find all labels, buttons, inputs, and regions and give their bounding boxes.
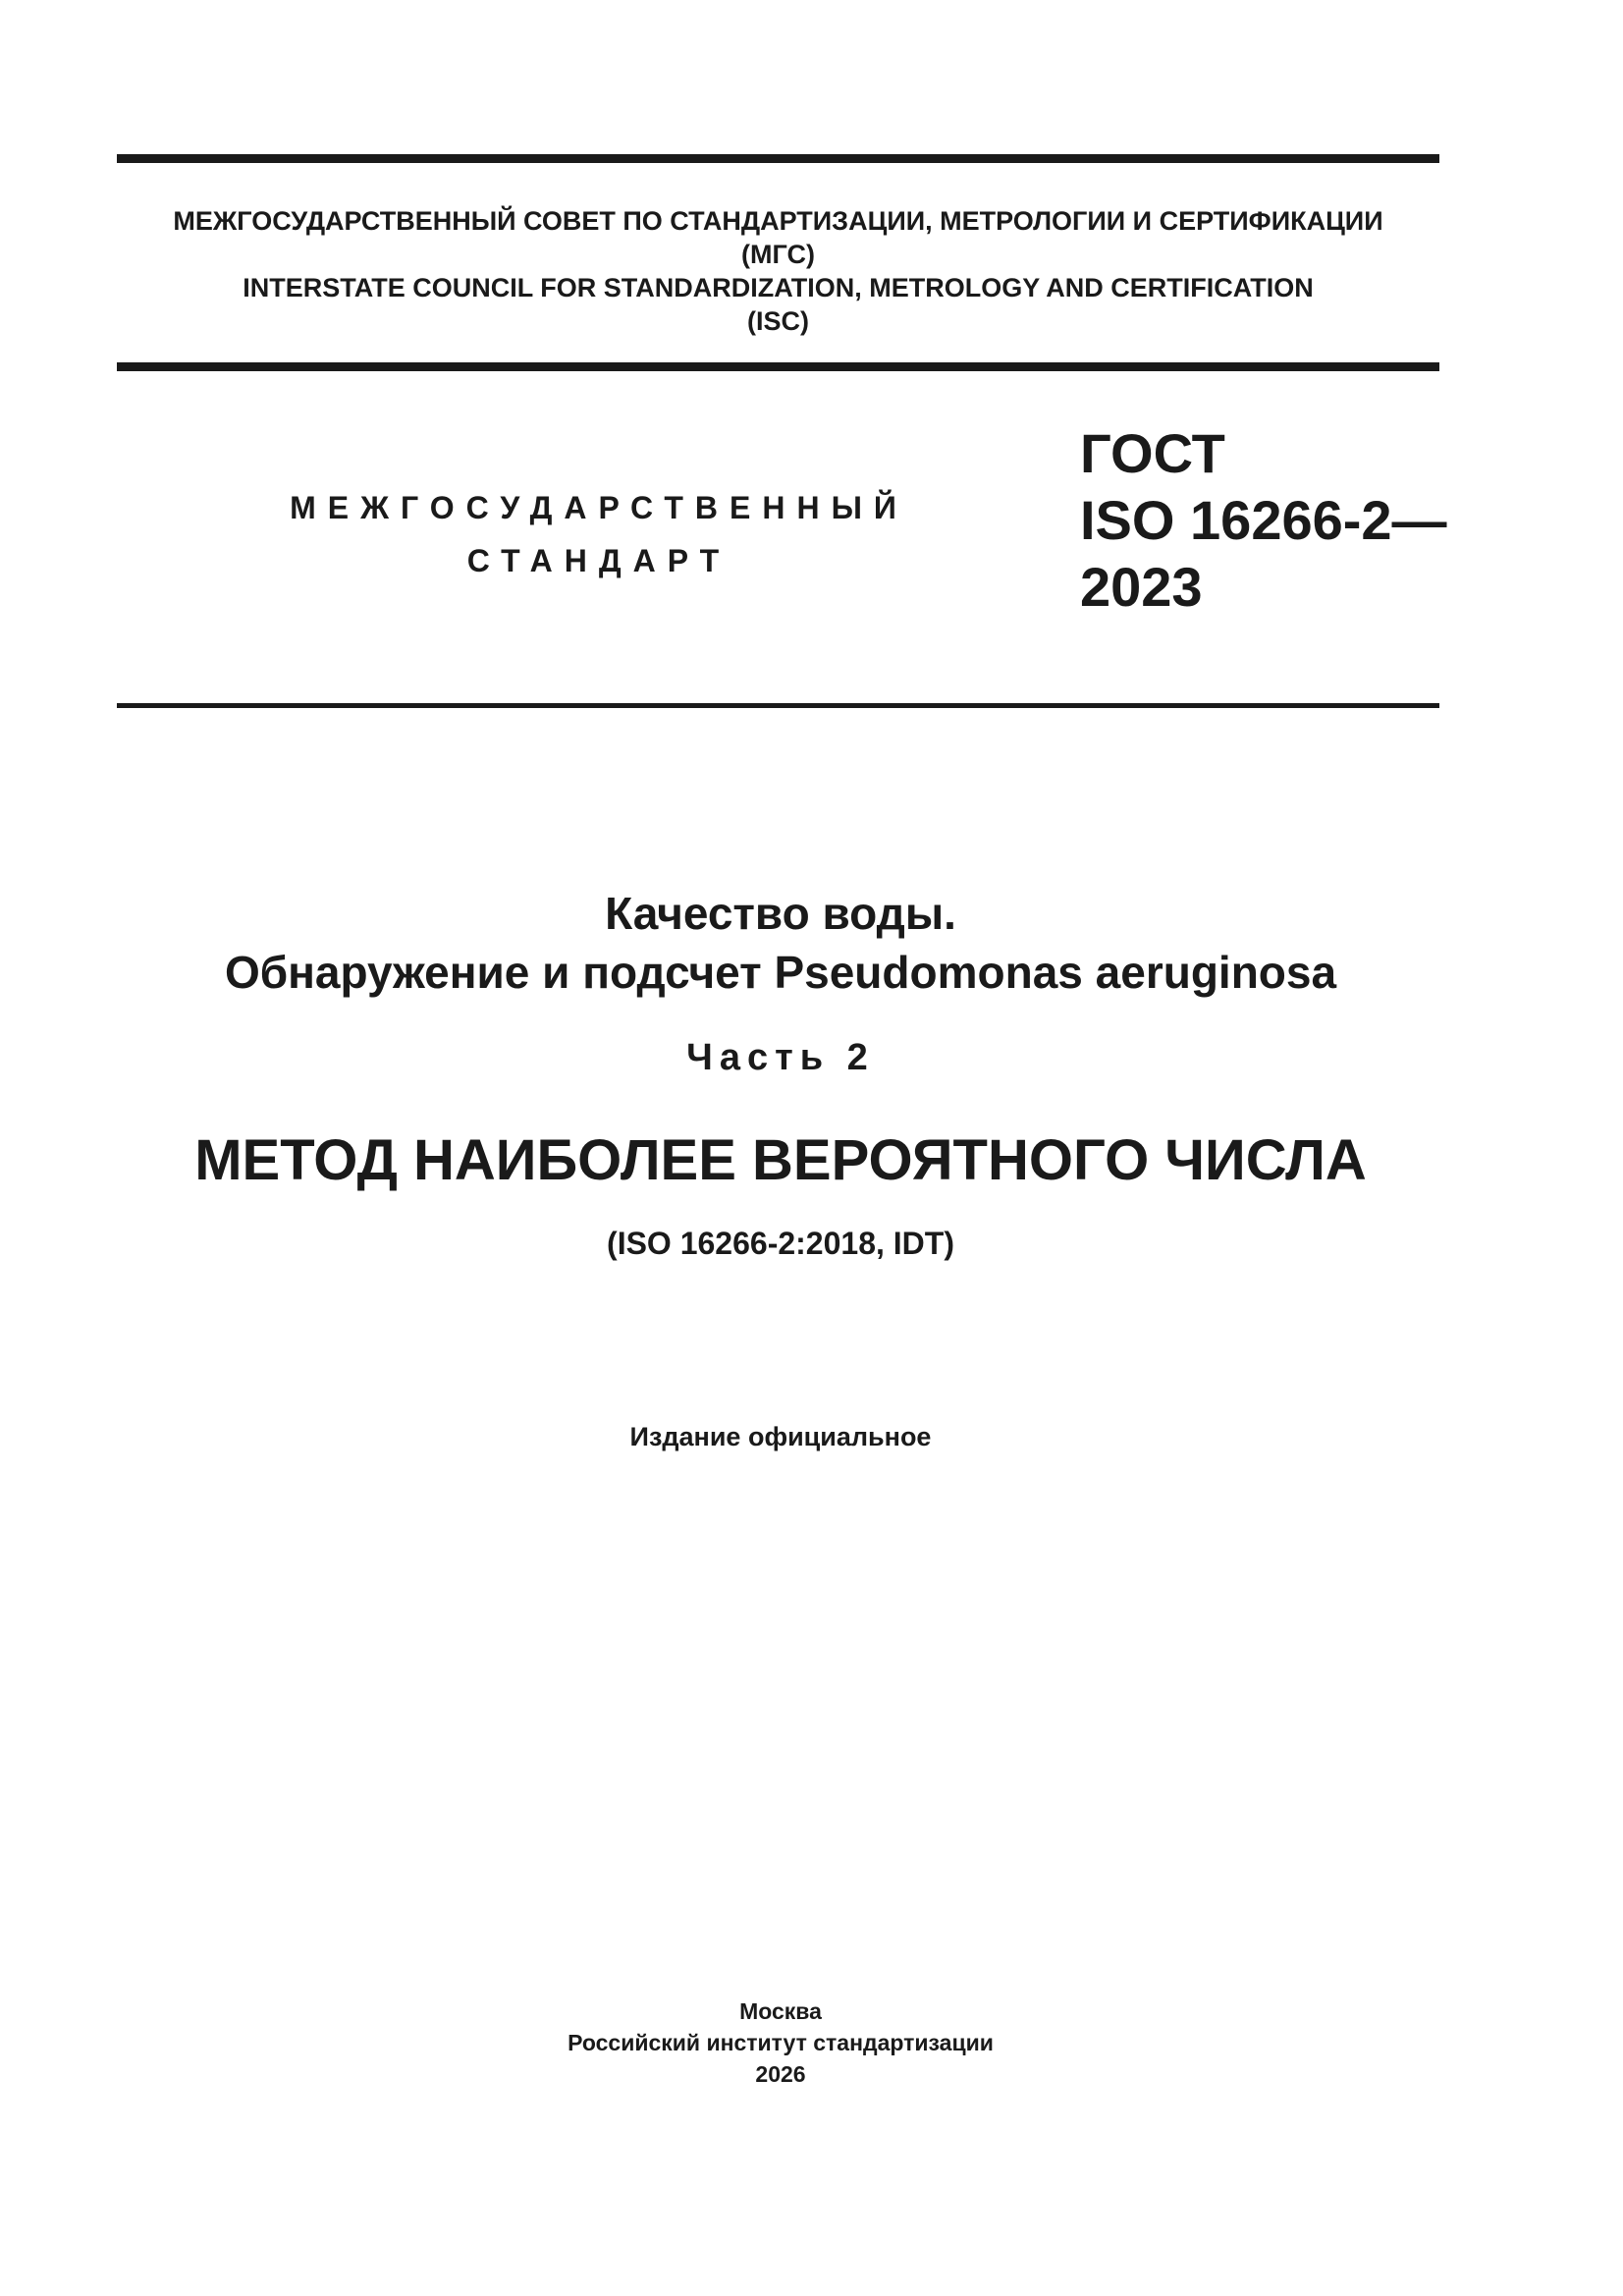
standard-type-line1: МЕЖГОСУДАРСТВЕННЫЙ [290, 490, 908, 525]
top-rule [117, 154, 1439, 163]
designation-line3: 2023 [1080, 556, 1203, 618]
standard-type-line2: СТАНДАРТ [466, 543, 731, 578]
imprint-city: Москва [739, 1998, 822, 2024]
bottom-rule [117, 703, 1439, 708]
title-line2: Обнаружение и подсчет Pseudomonas aeruginosa [224, 947, 1337, 998]
title-line1: Качество воды. [605, 888, 956, 939]
iso-reference [0, 1226, 1561, 1262]
publisher-imprint [0, 1995, 1561, 2090]
council-abbr-en: (ISC) [747, 306, 809, 336]
council-abbr-ru: (МГС) [741, 240, 815, 269]
council-name-en: INTERSTATE COUNCIL FOR STANDARDIZATION, METROLOGY AND CERTIFICATION [243, 273, 1314, 302]
standard-type-label [245, 481, 952, 587]
method-text: МЕТОД НАИБОЛЕЕ ВЕРОЯТНОГО ЧИСЛА [194, 1128, 1367, 1192]
imprint-publisher: Российский институт стандартизации [568, 2030, 994, 2055]
designation-line1: ГОСТ [1080, 422, 1225, 484]
middle-rule [117, 362, 1439, 371]
council-header [117, 204, 1439, 338]
method-title [0, 1127, 1561, 1193]
part-label [0, 1037, 1561, 1079]
edition-note [0, 1422, 1561, 1452]
part-text: Часть 2 [686, 1037, 875, 1078]
standard-designation [1080, 420, 1447, 621]
edition-text: Издание официальное [629, 1422, 932, 1451]
imprint-year: 2026 [755, 2061, 806, 2087]
document-title [0, 884, 1561, 1002]
council-name-ru: МЕЖГОСУДАРСТВЕННЫЙ СОВЕТ ПО СТАНДАРТИЗАЦИИ, МЕТРОЛОГИИ И СЕРТИФИКАЦИИ [173, 206, 1383, 236]
iso-reference-text: (ISO 16266-2:2018, IDT) [607, 1226, 954, 1261]
designation-line2: ISO 16266-2— [1080, 489, 1447, 551]
